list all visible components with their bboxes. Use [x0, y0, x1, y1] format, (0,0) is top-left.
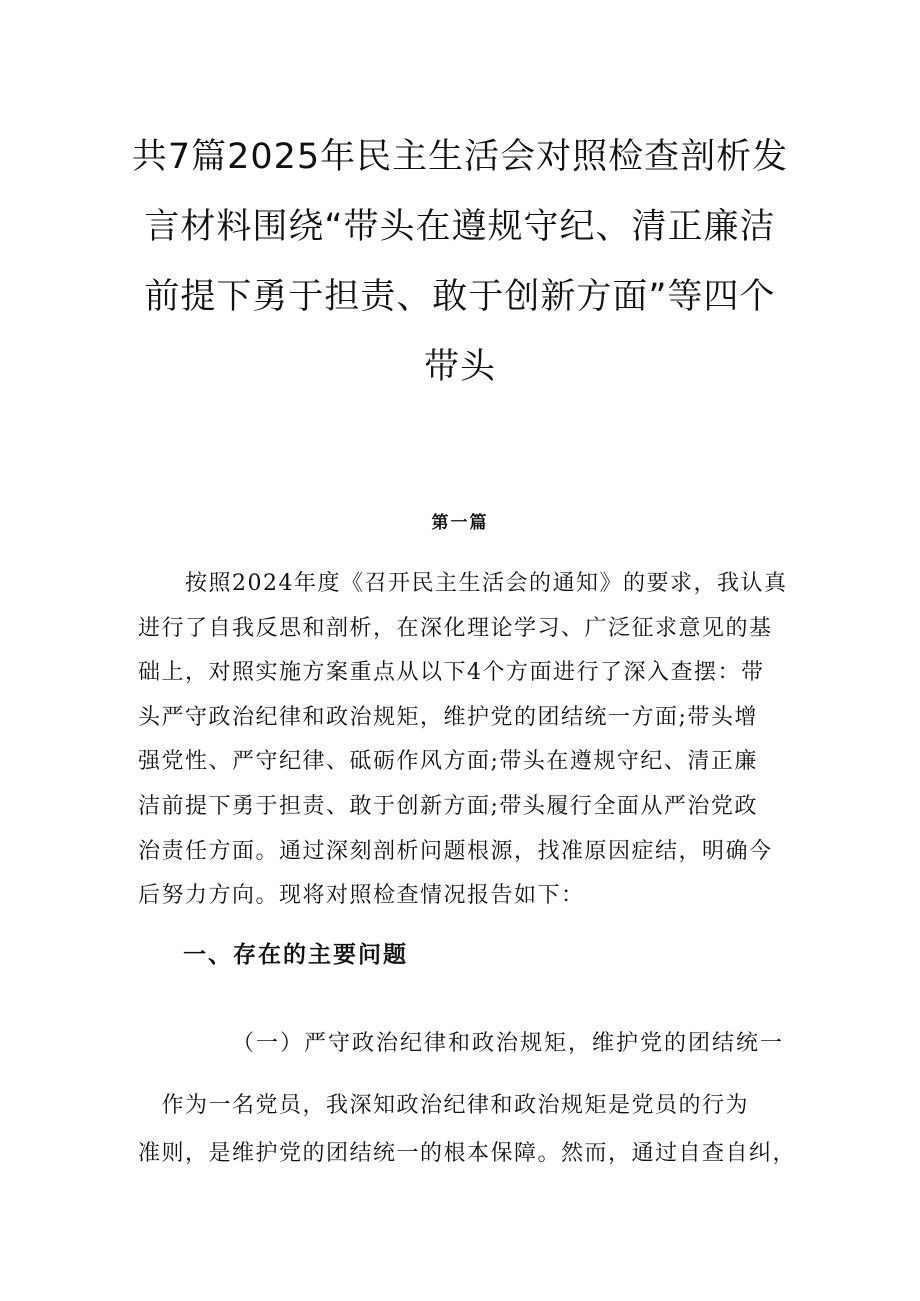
paragraph-line: 进行了自我反思和剖析，在深化理论学习、广泛征求意见的基: [138, 615, 773, 641]
paragraph-line: 准则，是维护党的团结统一的根本保障。然而，通过自查自纠，: [138, 1141, 797, 1166]
paragraph-line: 洁前提下勇于担责、敢于创新方面;带头履行全面从严治党政: [138, 793, 758, 819]
intro-paragraph: [138, 562, 798, 919]
paragraph-line: 后努力方向。现将对照检查情况报告如下：: [138, 883, 585, 909]
section-label: 第一篇: [431, 513, 489, 533]
paragraph-line: 作为一名党员，我深知政治纪律和政治规矩是党员的行为: [138, 1093, 750, 1118]
paragraph-line: 按照2024年度《召开民主生活会的通知》的要求，我认真: [138, 571, 788, 596]
paragraph-line: 强党性、严守纪律、砥砺作风方面;带头在遵规守纪、清正廉: [138, 749, 758, 775]
heading-level-2: （一）严守政治纪律和政治规矩，维护党的团结统一: [232, 1031, 785, 1056]
paragraph-line: 头严守政治纪律和政治规矩，维护党的团结统一方面;带头增: [138, 704, 758, 730]
heading-level-1: 一、存在的主要问题: [183, 941, 408, 968]
title-line: 带头: [423, 347, 496, 387]
document-title: [130, 122, 790, 402]
title-line: 共7篇2025年民主生活会对照检查剖析发: [131, 137, 789, 177]
title-line: 言材料围绕“带头在遵规守纪、清正廉洁: [144, 207, 776, 247]
paragraph-line: 治责任方面。通过深刻剖析问题根源，找准原因症结，明确今: [138, 838, 773, 864]
title-line: 前提下勇于担责、敢于创新方面”等四个: [144, 277, 776, 317]
body-paragraph: [138, 1082, 798, 1178]
paragraph-line: 础上，对照实施方案重点从以下4个方面进行了深入查摆：带: [138, 660, 765, 686]
